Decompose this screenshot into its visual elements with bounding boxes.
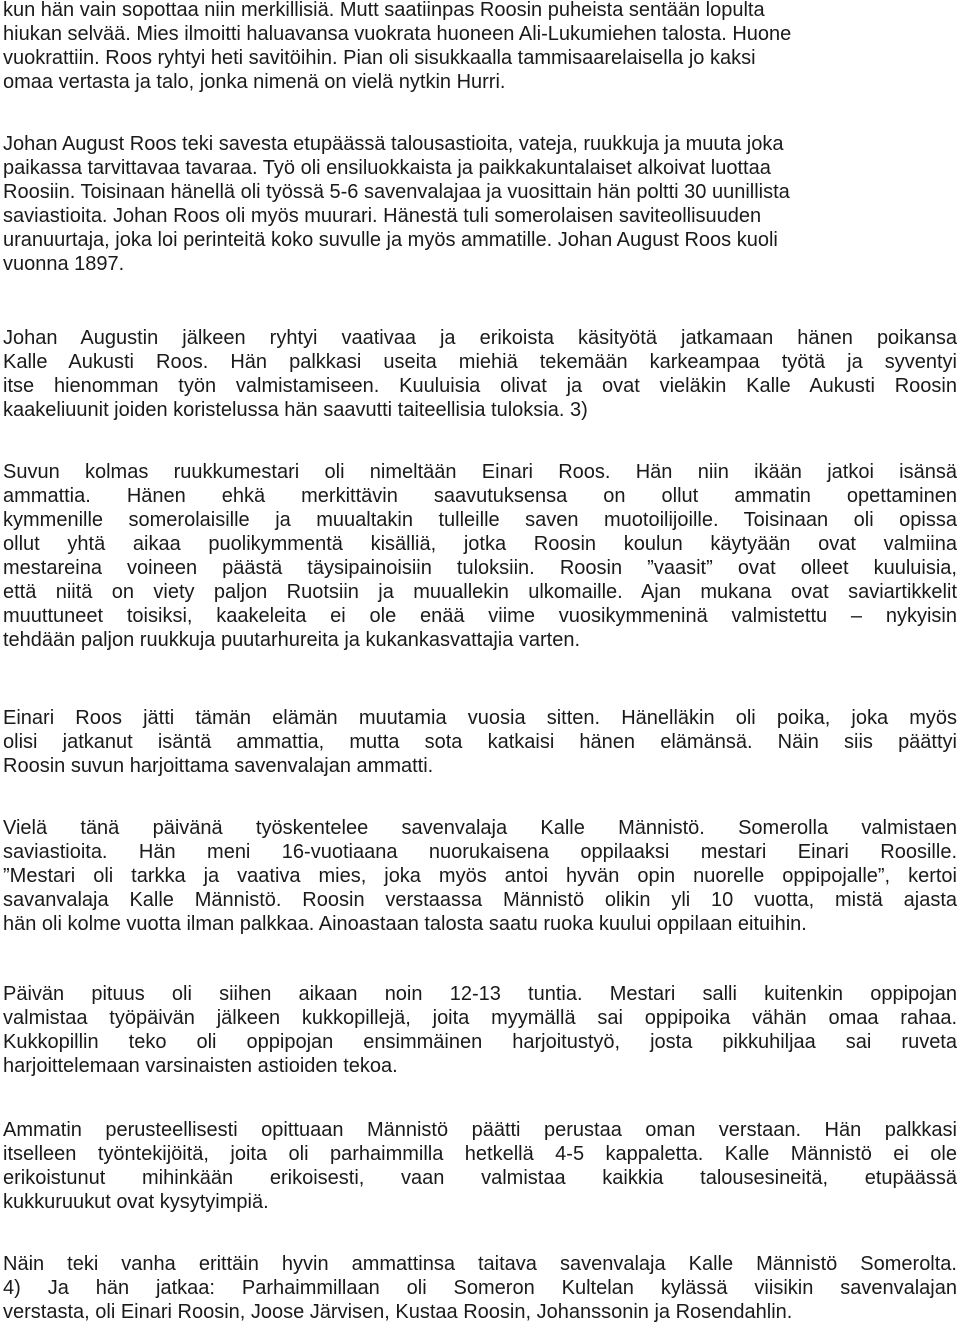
text-line: itselleen työntekijöitä, joita oli parhaimmilla hetkellä 4-5 kappaletta. Kalle Männistö ei ole (3, 1143, 957, 1165)
text-line: saviastioita. Johan Roos oli myös muurari. Hänestä tuli somerolaisen saviteollisuuden (3, 205, 762, 227)
text-line: Roosin suvun harjoittama savenvalajan ammatti. (3, 755, 434, 777)
text-line: Vielä tänä päivänä työskentelee savenvalaja Kalle Männistö. Somerolla valmistaen (3, 817, 957, 839)
text-line: mestareina voineen päästä täysipainoisiin tuloksiin. Roosin ”vaasit” ovat olleet kuuluisia, (3, 557, 957, 579)
paragraph-3 (3, 326, 957, 422)
text-line: itse hienomman työn valmistamiseen. Kuuluisia olivat ja ovat vieläkin Kalle Aukusti Roosin (3, 375, 957, 397)
paragraph-8 (3, 1118, 957, 1214)
text-line: hiukan selvää. Mies ilmoitti haluavansa vuokrata huoneen Ali-Lukumiehen talosta. Huone (3, 23, 792, 45)
text-line: Johan Augustin jälkeen ryhtyi vaativaa ja erikoista käsityötä jatkamaan hänen poikansa (3, 327, 957, 349)
text-line: uranuurtaja, joka loi perinteitä koko suvulle ja myös ammatille. Johan August Roos kuoli (3, 229, 778, 251)
paragraph-1 (3, 0, 957, 94)
text-line: harjoittelemaan varsinaisten astioiden tekoa. (3, 1055, 398, 1077)
paragraph-2 (3, 132, 957, 276)
text-line: kun hän vain sopottaa niin merkillisiä. Mutt saatiinpas Roosin puheista sentään lopulta (3, 0, 765, 21)
paragraph-7 (3, 982, 957, 1078)
text-line: 4) Ja hän jatkaa: Parhaimmillaan oli Someron Kultelan kylässä viisikin savenvalajan (3, 1277, 957, 1299)
text-line: savanvalaja Kalle Männistö. Roosin verstaassa Männistö olikin yli 10 vuotta, mistä ajasta (3, 889, 957, 911)
text-line: Suvun kolmas ruukkumestari oli nimeltään Einari Roos. Hän niin ikään jatkoi isänsä (3, 461, 957, 483)
text-line: tehdään paljon ruukkuja puutarhureita ja kukankasvattajia varten. (3, 629, 581, 651)
text-line: valmistaa työpäivän jälkeen kukkopillejä, joita myymällä sai oppipoika vähän omaa rahaa. (3, 1007, 957, 1029)
text-line: ammattia. Hänen ehkä merkittävin saavutuksensa on ollut ammatin opettaminen (3, 485, 957, 507)
text-line: verstasta, oli Einari Roosin, Joose Järvisen, Kustaa Roosin, Johanssonin ja Rosendahlin. (3, 1301, 793, 1323)
text-line: kaakeliuunit joiden koristelussa hän saavutti taiteellisia tuloksia. 3) (3, 399, 588, 421)
text-line: että niitä on viety paljon Ruotsiin ja muuallekin ulkomaille. Ajan mukana ovat saviartikkelit (3, 581, 957, 603)
text-line: hän oli kolme vuotta ilman palkkaa. Ainoastaan talosta saatu ruoka kuului oppilaan eituihin. (3, 913, 807, 935)
text-line: Ammatin perusteellisesti opittuaan Männistö päätti perustaa oman verstaan. Hän palkkasi (3, 1119, 957, 1141)
text-line: vuonna 1897. (3, 253, 125, 275)
text-line: muuttuneet toisiksi, kaakeleita ei ole enää viime vuosikymmeninä valmistettu – nykyisin (3, 605, 957, 627)
text-line: Näin teki vanha erittäin hyvin ammattinsa taitava savenvalaja Kalle Männistö Somerolta. (3, 1253, 957, 1275)
text-line: kukkuruukut ovat kysytyimpiä. (3, 1191, 269, 1213)
paragraph-6 (3, 816, 957, 936)
text-line: vuokrattiin. Roos ryhtyi heti savitöihin. Pian oli sisukkaalla tammisaarelaisella jo kaksi (3, 47, 756, 69)
text-line: olisi jatkanut isäntä ammattia, mutta sota katkaisi hänen elämänsä. Näin siis päättyi (3, 731, 957, 753)
text-line: Kukkopillin teko oli oppipojan ensimmäinen harjoitustyö, josta pikkuhiljaa sai ruveta (3, 1031, 957, 1053)
text-line: omaa vertasta ja talo, jonka nimenä on vielä nytkin Hurri. (3, 71, 506, 93)
paragraph-5 (3, 706, 957, 778)
text-line: ollut yhtä aikaa puolikymmentä kisälliä, jotka Roosin koulun käytyään ovat valmiina (3, 533, 957, 555)
paragraph-4 (3, 460, 957, 652)
text-line: Johan August Roos teki savesta etupäässä talousastioita, vateja, ruukkuja ja muuta joka (3, 133, 784, 155)
text-line: Päivän pituus oli siihen aikaan noin 12-13 tuntia. Mestari salli kuitenkin oppipojan (3, 983, 957, 1005)
paragraph-9 (3, 1252, 957, 1324)
text-line: ”Mestari oli tarkka ja vaativa mies, joka myös antoi hyvän opin nuorelle oppipojalle”, kertoi (3, 865, 957, 887)
text-line: paikassa tarvittavaa tavaraa. Työ oli ensiluokkaista ja paikkakuntalaiset alkoivat luottaa (3, 157, 771, 179)
text-line: erikoistunut mihinkään erikoisesti, vaan valmistaa kaikkia talousesineitä, etupäässä (3, 1167, 957, 1189)
text-line: Einari Roos jätti tämän elämän muutamia vuosia sitten. Hänelläkin oli poika, joka myös (3, 707, 957, 729)
text-line: Kalle Aukusti Roos. Hän palkkasi useita miehiä tekemään karkeampaa työtä ja syventyi (3, 351, 957, 373)
text-line: kymmenille somerolaisille ja muualtakin tulleille saven muotoilijoille. Toisinaan oli opissa (3, 509, 957, 531)
text-line: saviastioita. Hän meni 16-vuotiaana nuorukaisena oppilaaksi mestari Einari Roosille. (3, 841, 957, 863)
text-line: Roosiin. Toisinaan hänellä oli työssä 5-6 savenvalajaa ja vuosittain hän poltti 30 uunillista (3, 181, 790, 203)
